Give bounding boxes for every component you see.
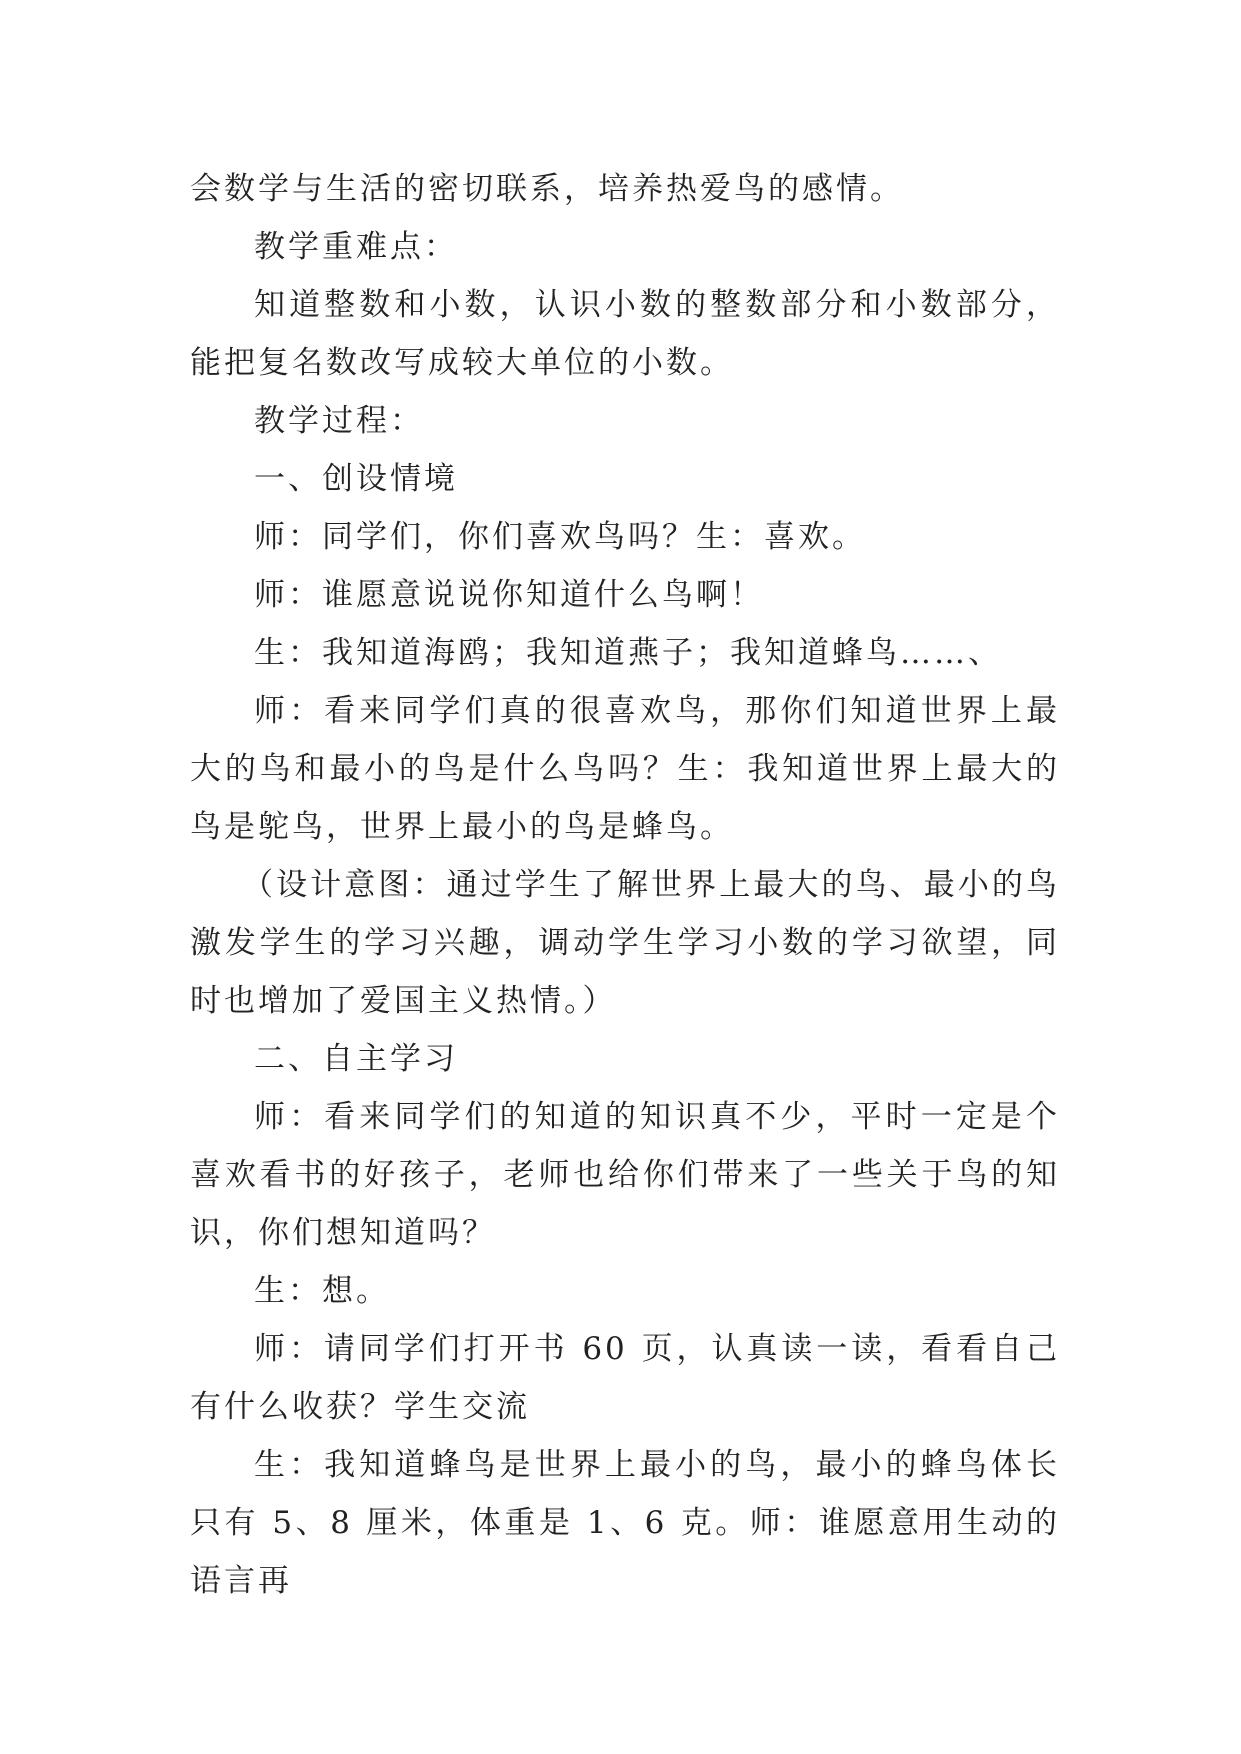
heading-key-difficulties: 教学重难点： (254, 229, 458, 265)
dialogue-line: 生：想。 (254, 1273, 390, 1309)
paragraph-continuation: 会数学与生活的密切联系，培养热爱鸟的感情。 (190, 171, 904, 207)
dialogue-line: 生：我知道海鸥；我知道燕子；我知道蜂鸟……、 (254, 635, 1002, 671)
design-intent-note: （设计意图：通过学生了解世界上最大的鸟、最小的鸟激发学生的学习兴趣，调动学生学习小数的学习欲望，同时也增加了爱国主义热情。） (190, 867, 1060, 1019)
dialogue-line: 师：谁愿意说说你知道什么鸟啊！ (254, 577, 764, 613)
dialogue-line: 生：我知道蜂鸟是世界上最小的鸟，最小的蜂鸟体长只有 5、8 厘米，体重是 1、6 克。师：谁愿意用生动的语言再 (190, 1447, 1060, 1599)
dialogue-line: 师：看来同学们的知道的知识真不少，平时一定是个喜欢看书的好孩子，老师也给你们带来了一些关于鸟的知识，你们想知道吗？ (190, 1099, 1060, 1251)
dialogue-line: 师：看来同学们真的很喜欢鸟，那你们知道世界上最大的鸟和最小的鸟是什么鸟吗？生：我知道世界上最大的鸟是鸵鸟，世界上最小的鸟是蜂鸟。 (190, 693, 1060, 845)
dialogue-line: 师：同学们，你们喜欢鸟吗？生：喜欢。 (254, 519, 866, 555)
heading-section-two: 二、自主学习 (254, 1041, 458, 1077)
heading-teaching-process: 教学过程： (254, 403, 424, 439)
heading-section-one: 一、创设情境 (254, 461, 458, 497)
document-body (190, 160, 1060, 1610)
paragraph-key-difficulties: 知道整数和小数，认识小数的整数部分和小数部分，能把复名数改写成较大单位的小数。 (190, 287, 1060, 381)
dialogue-line: 师：请同学们打开书 60 页，认真读一读，看看自己有什么收获？学生交流 (190, 1331, 1060, 1425)
